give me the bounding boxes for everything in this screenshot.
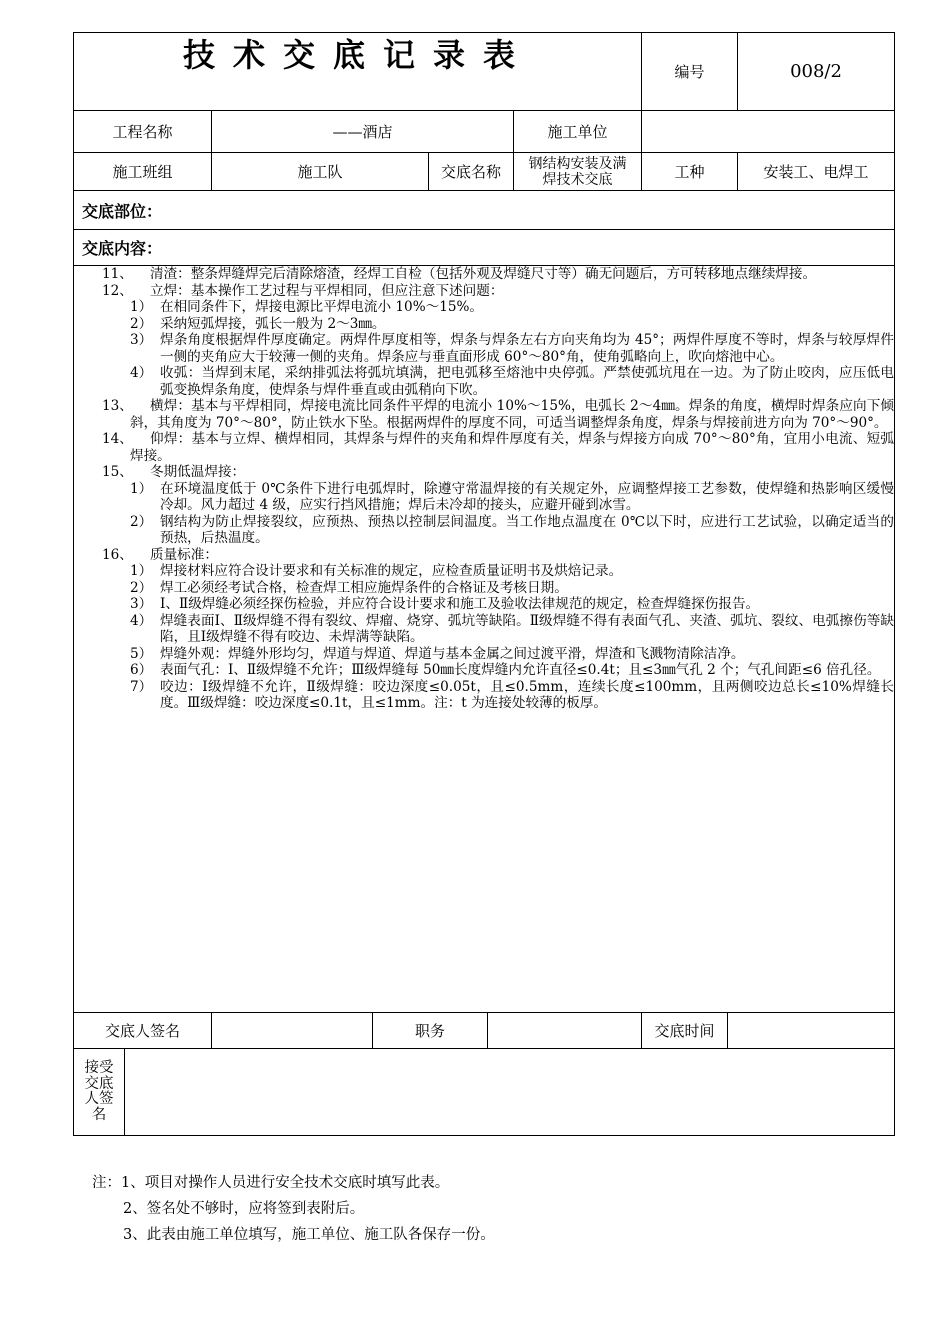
content-item: [74, 299, 894, 316]
subject-value[interactable]: 钢结构安装及满焊技术交底: [528, 155, 627, 188]
content-item-number: 14、: [102, 431, 133, 447]
content-item-number: 1）: [130, 563, 153, 579]
content-item: [74, 563, 894, 580]
content-item-number: 4）: [130, 365, 153, 381]
form-title: 技术交底记录表: [182, 36, 533, 74]
content-item: [74, 679, 894, 712]
content-item-number: 2）: [130, 513, 153, 530]
content-item: [74, 398, 894, 431]
disclosure-content-label: 交底内容：: [82, 239, 163, 258]
content-item-text: 横焊：基本与平焊相同，焊接电流比同条件平焊的电流小 10%～15%，电弧长 2～4㎜。焊条的角度，横焊时焊条应向下倾斜，其角度为 70°～80°，防止铁水下坠。根据两焊件的厚度不同，可适当调整焊条角度，焊条与焊接前进方向为 70°～90°。: [130, 398, 894, 431]
team-value[interactable]: 施工队: [297, 163, 343, 181]
contractor-value[interactable]: [642, 111, 894, 152]
content-item-number: 1）: [130, 480, 153, 497]
content-item: [74, 580, 894, 597]
content-item-number: 12、: [102, 282, 133, 299]
disclosure-part-label: 交底部位：: [82, 201, 163, 221]
number-value[interactable]: 008/2: [790, 61, 842, 82]
content-item-text: 焊缝外观：焊缝外形均匀，焊道与焊道、焊道与基本金属之间过渡平滑，焊渣和飞溅物清除洁净。: [160, 645, 745, 662]
content-item-number: 1）: [130, 299, 153, 315]
content-item-number: 5）: [130, 645, 153, 662]
content-item-number: 11、: [102, 266, 133, 282]
trade-value[interactable]: 安装工、电焊工: [763, 163, 869, 181]
receiver-signature-field[interactable]: [125, 1049, 894, 1135]
content-item-text: 钢结构为防止焊接裂纹，应预热、预热以控制层间温度。当工作地点温度在 0℃以下时，应进行工艺试验，以确定适当的预热，后热温度。: [160, 513, 894, 546]
content-item-number: 6）: [130, 662, 153, 678]
content-item-number: 2）: [130, 315, 153, 332]
disclosure-time-label: 交底时间: [654, 1022, 715, 1040]
discloser-signature-field[interactable]: [212, 1013, 372, 1048]
content-item: [74, 266, 894, 283]
disclosure-content-body[interactable]: [74, 266, 894, 712]
content-item-text: 清渣：整条焊缝焊完后清除熔渣，经焊工自检（包括外观及焊缝尺寸等）确无问题后，方可转移地点继续焊接。: [150, 266, 817, 282]
content-item: [74, 431, 894, 464]
content-item-text: 焊工必须经考试合格，检查焊工相应施焊条件的合格证及考核日期。: [160, 579, 568, 596]
content-item: [74, 464, 894, 481]
receiver-signature-label: 接受交底人签名: [84, 1060, 114, 1123]
content-item: [74, 646, 894, 663]
content-item-number: 3）: [130, 332, 153, 348]
content-item-number: 13、: [102, 398, 133, 414]
content-item-text: 在环境温度低于 0℃条件下进行电弧焊时，除遵守常温焊接的有关规定外，应调整焊接工艺参数，使焊缝和热影响区缓慢冷却。风力超过 4 级，应实行挡风措施；焊后未冷却的接头，应避开碰到冰雪。: [160, 480, 894, 513]
content-item: [74, 283, 894, 300]
content-item-text: 仰焊：基本与立焊、横焊相同，其焊条与焊件的夹角和焊件厚度有关，焊条与焊接方向成 70°～80°角，宜用小电流、短弧焊接。: [130, 431, 894, 464]
content-item-number: 3）: [130, 596, 153, 612]
position-field[interactable]: [488, 1013, 641, 1048]
discloser-signature-label: 交底人签名: [104, 1022, 180, 1040]
content-item: [74, 316, 894, 333]
contractor-label: 施工单位: [547, 123, 608, 141]
content-item-number: 16、: [102, 546, 133, 563]
content-item-text: 质量标准：: [150, 546, 218, 563]
team-label: 施工班组: [112, 163, 173, 181]
content-item-number: 2）: [130, 579, 153, 596]
note-2: 2、签名处不够时，应将签到表附后。: [123, 1201, 365, 1217]
note-1: 注：1、项目对操作人员进行安全技术交底时填写此表。: [92, 1175, 450, 1191]
content-item-text: 焊接材料应符合设计要求和有关标准的规定，应检查质量证明书及烘焙记录。: [160, 563, 623, 579]
content-item-number: 15、: [102, 464, 133, 480]
content-item-text: Ⅰ、Ⅱ级焊缝必须经探伤检验，并应符合设计要求和施工及验收法律规范的规定，检查焊缝探伤报告。: [160, 596, 760, 612]
footer-notes: [92, 1170, 495, 1248]
content-item: [74, 662, 894, 679]
content-item-text: 焊缝表面Ⅰ、Ⅱ级焊缝不得有裂纹、焊瘤、烧穿、弧坑等缺陷。Ⅱ级焊缝不得有表面气孔、夹渣、弧坑、裂纹、电弧擦伤等缺陷，且Ⅰ级焊缝不得有咬边、未焊满等缺陷。: [160, 612, 894, 645]
project-name-label: 工程名称: [112, 123, 173, 141]
position-label: 职务: [414, 1022, 445, 1040]
content-item: [74, 514, 894, 547]
content-item: [74, 481, 894, 514]
content-item-number: 4）: [130, 612, 153, 629]
disclosure-time-field[interactable]: [728, 1013, 894, 1048]
content-item-text: 表面气孔：Ⅰ、Ⅱ级焊缝不允许；Ⅲ级焊缝每 50㎜长度焊缝内允许直径≤0.4t；且≤3㎜气孔 2 个；气孔间距≤6 倍孔径。: [160, 662, 881, 678]
content-item: [74, 547, 894, 564]
content-item-text: 咬边：Ⅰ级焊缝不允许，Ⅱ级焊缝：咬边深度≤0.05t，且≤0.5mm，连续长度≤100mm，且两侧咬边总长≤10%焊缝长度。Ⅲ级焊缝：咬边深度≤0.1t，且≤1mm。注：t 为连接处较薄的板厚。: [160, 678, 894, 711]
content-item-text: 立焊：基本操作工艺过程与平焊相同，但应注意下述问题：: [150, 282, 504, 299]
content-item: [74, 365, 894, 398]
content-item-text: 收弧：当焊到末尾，采纳排弧法将弧坑填满，把电弧移至熔池中央停弧。严禁使弧坑甩在一边。为了防止咬肉，应压低电弧变换焊条角度，使焊条与焊件垂直或由弧稍向下吹。: [160, 365, 894, 398]
subject-label: 交底名称: [440, 163, 501, 181]
note-3: 3、此表由施工单位填写，施工单位、施工队各保存一份。: [123, 1227, 495, 1243]
trade-label: 工种: [674, 163, 705, 181]
content-item-text: 在相同条件下，焊接电源比平焊电流小 10%～15%。: [160, 299, 484, 315]
project-name-value[interactable]: ——酒店: [332, 123, 393, 141]
content-item-text: 采纳短弧焊接，弧长一般为 2～3㎜。: [160, 315, 386, 332]
content-item: [74, 613, 894, 646]
content-item: [74, 596, 894, 613]
content-item: [74, 332, 894, 365]
number-label: 编号: [674, 63, 705, 81]
content-item-text: 焊条角度根据焊件厚度确定。两焊件厚度相等，焊条与焊条左右方向夹角均为 45°；两焊件厚度不等时，焊条与较厚焊件一侧的夹角应大于较薄一侧的夹角。焊条应与垂直面形成 60°～80°角，使角弧略向上，吹向熔池中心。: [160, 332, 894, 365]
content-item-text: 冬期低温焊接：: [150, 464, 246, 480]
content-item-number: 7）: [130, 678, 153, 695]
